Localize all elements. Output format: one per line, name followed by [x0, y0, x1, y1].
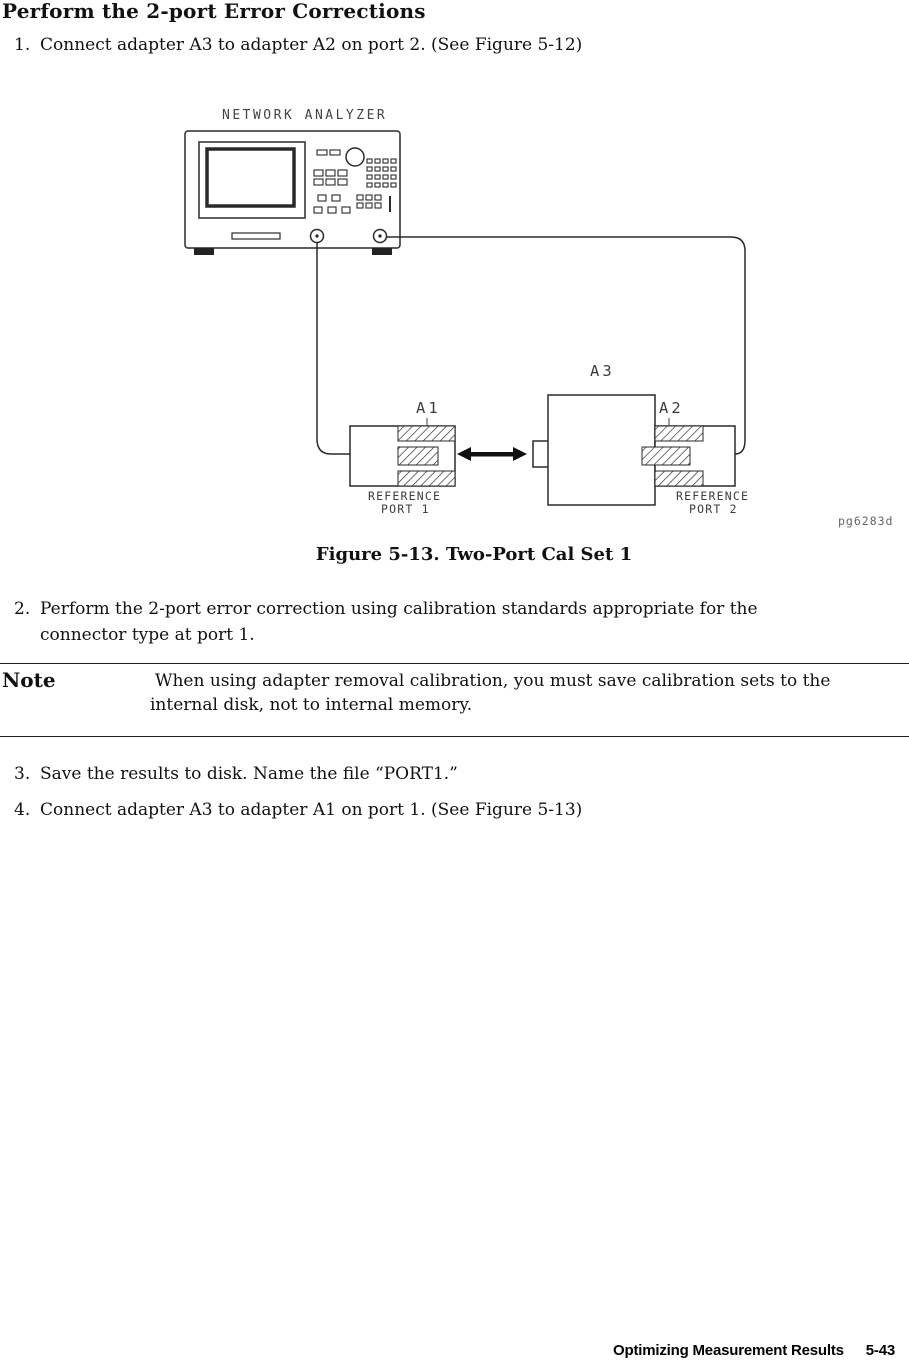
figure-caption: Figure 5-13. Two-Port Cal Set 1 — [315, 544, 633, 565]
note-text: When using adapter removal calibration, you must save calibration sets to the internal disk, not to internal memory. — [150, 671, 831, 716]
analyzer-disk-slot — [232, 233, 280, 239]
a2-label: A2 — [659, 399, 684, 417]
a3-label: A3 — [590, 362, 615, 380]
step-item-3 — [14, 762, 458, 788]
note-label: Note — [2, 668, 56, 692]
reference-port1-label-line1: REFERENCE — [368, 489, 442, 503]
connection-arrow-icon — [457, 447, 527, 461]
step-number: 2. — [14, 599, 31, 619]
port1-cable — [317, 243, 350, 454]
section-title: Perform the 2-port Error Corrections — [2, 0, 426, 23]
step-text: Perform the 2-port error correction using calibration standards appropriate for the connector type at port 1. — [40, 599, 758, 645]
step-text: Connect adapter A3 to adapter A2 on port 2. (See Figure 5-12) — [40, 35, 583, 55]
port-1-pin — [315, 234, 318, 237]
adapter-a3-connector-tab — [533, 441, 548, 467]
step-item-1 — [14, 33, 582, 59]
note-rule-bottom — [0, 736, 909, 737]
footer-chapter-title: Optimizing Measurement Results — [613, 1342, 844, 1359]
page-footer — [613, 1342, 895, 1359]
step-number: 3. — [14, 764, 31, 784]
step-item-2 — [14, 597, 782, 648]
reference-port2-label-line1: REFERENCE — [676, 489, 750, 503]
step-item-4 — [14, 798, 582, 824]
footer-page-number: 5-43 — [865, 1342, 895, 1359]
figure-drawing — [0, 100, 909, 540]
adapter-a3 — [533, 395, 655, 505]
reference-port1-label-line2: PORT 1 — [381, 502, 430, 516]
network-analyzer-drawing — [185, 131, 400, 248]
a1-label: A1 — [416, 399, 441, 417]
step-text: Connect adapter A3 to adapter A1 on port 1. (See Figure 5-13) — [40, 800, 583, 820]
analyzer-knob-icon — [346, 148, 364, 166]
analyzer-feet — [194, 248, 392, 255]
adapter-a1 — [350, 426, 455, 486]
note-rule-top — [0, 663, 909, 664]
analyzer-screen — [207, 149, 294, 206]
step-number: 1. — [14, 35, 31, 55]
port-2-pin — [378, 234, 381, 237]
reference-port2-label-line2: PORT 2 — [689, 502, 738, 516]
network-analyzer-label: NETWORK ANALYZER — [222, 108, 388, 123]
step-text: Save the results to disk. Name the file “PORT1.” — [40, 764, 458, 784]
adapter-a2 — [642, 426, 735, 486]
step-number: 4. — [14, 800, 31, 820]
analyzer-front-panel-buttons — [314, 150, 396, 213]
plot-id-label: pg6283d — [838, 514, 894, 528]
